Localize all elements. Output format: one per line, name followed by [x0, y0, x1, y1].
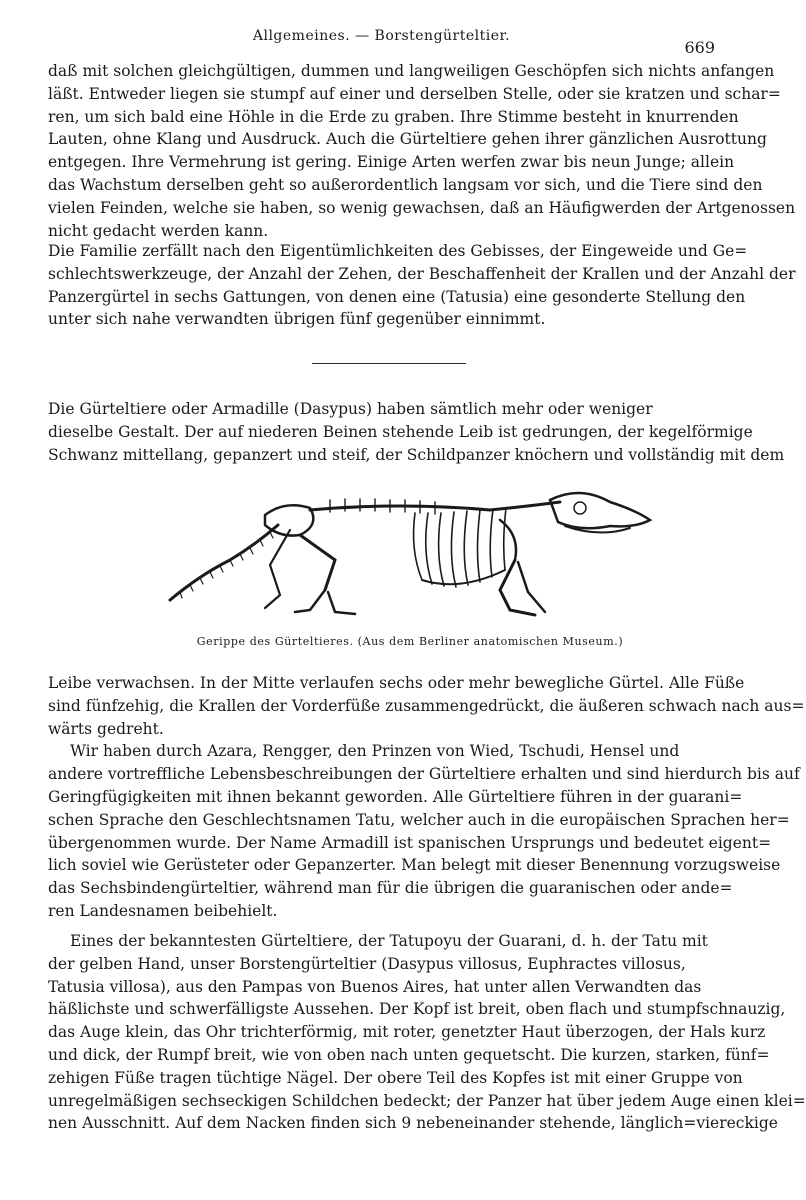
text-line: Wir haben durch Azara, Rengger, den Prinzen von Wied, Tschudi, Hensel und — [70, 742, 680, 761]
text-line: Leibe verwachsen. In der Mitte verlaufen sechs oder mehr bewegliche Gürtel. Alle Füße — [48, 674, 745, 692]
text-line: übergenommen wurde. Der Name Armadill ist spanischen Ursprungs und bedeutet eigent= — [48, 833, 772, 852]
text-line: schen Sprache den Geschlechtsnamen Tatu, welcher auch in die europäischen Sprachen her= — [48, 810, 790, 829]
paragraph-habits — [48, 60, 796, 242]
text-line: entgegen. Ihre Vermehrung ist gering. Einige Arten werfen zwar bis neun Junge; allein — [48, 153, 735, 172]
text-line: andere vortreffliche Lebensbeschreibungen der Gürteltiere erhalten und sind hierdurch bis auf — [48, 765, 800, 784]
text-line: Panzergürtel in sechs Gattungen, von denen eine (Tatusia) eine gesonderte Stellung den — [48, 287, 746, 306]
text-line: vielen Feinden, welche sie haben, so wenig gewachsen, daß an Häufigwerden der Artgenossen — [48, 198, 796, 217]
page-number: 669 — [684, 38, 715, 57]
text-line: zehigen Füße tragen tüchtige Nägel. Der obere Teil des Kopfes ist mit einer Gruppe von — [48, 1068, 743, 1087]
text-line: Lauten, ohne Klang und Ausdruck. Auch die Gürteltiere gehen ihrer gänzlichen Ausrottung — [48, 130, 767, 149]
text-line: Schwanz mittellang, gepanzert und steif, der Schildpanzer knöchern und vollständig mit dem — [48, 445, 785, 464]
skeleton-figure — [160, 480, 660, 660]
text-line: und dick, der Rumpf breit, wie von oben nach unten gequetscht. Die kurzen, starken, fünf= — [48, 1045, 770, 1064]
text-line: ren Landesnamen beibehielt. — [48, 901, 278, 920]
text-line: Die Gürteltiere oder Armadille (Dasypus) haben sämtlich mehr oder weniger — [48, 400, 653, 418]
text-line: läßt. Entweder liegen sie stumpf auf einer und derselben Stelle, oder sie kratzen und schar= — [48, 84, 781, 103]
text-line: Geringfügigkeiten mit ihnen bekannt geworden. Alle Gürteltiere führen in der guarani= — [48, 787, 743, 806]
text-line: der gelben Hand, unser Borstengürteltier (Dasypus villosus, Euphractes villosus, — [48, 954, 686, 973]
text-line: Eines der bekanntesten Gürteltiere, der Tatupoyu der Guarani, d. h. der Tatu mit — [70, 932, 708, 950]
text-line: daß mit solchen gleichgültigen, dummen und langweiligen Geschöpfen sich nichts anfangen — [48, 62, 775, 80]
text-line: unter sich nahe verwandten übrigen fünf gegenüber einnimmt. — [48, 310, 546, 329]
paragraph-description — [48, 672, 805, 923]
text-line: Die Familie zerfällt nach den Eigentümlichkeiten des Gebisses, der Eingeweide und Ge= — [48, 242, 748, 260]
text-line: lich soviel wie Gerüsteter oder Gepanzerter. Man belegt mit dieser Benennung vorzugsweise — [48, 856, 781, 875]
text-line: unregelmäßigen sechseckigen Schildchen bedeckt; der Panzer hat über jedem Auge einen klei= — [48, 1091, 806, 1110]
page-header — [48, 22, 715, 57]
text-line: nen Ausschnitt. Auf dem Nacken finden sich 9 nebeneinander stehende, länglich=viereckige — [48, 1114, 778, 1133]
paragraph-armadillos-intro — [48, 398, 785, 466]
section-divider — [312, 363, 466, 364]
running-head: Allgemeines. — Borstengürteltier. — [252, 28, 511, 44]
text-line: nicht gedacht werden kann. — [48, 221, 269, 240]
text-line: das Auge klein, das Ohr trichterförmig, mit roter, genetzter Haut überzogen, der Hals kurz — [48, 1023, 766, 1042]
text-line: häßlichste und schwerfälligste Aussehen. Der Kopf ist breit, oben flach und stumpfschnauzig, — [48, 1000, 786, 1019]
paragraph-borstenguerteltier — [48, 930, 806, 1135]
text-line: das Sechsbindengürteltier, während man für die übrigen die guaranischen oder ande= — [48, 879, 733, 898]
text-line: dieselbe Gestalt. Der auf niederen Beinen stehende Leib ist gedrungen, der kegelförmige — [48, 422, 753, 441]
text-line: sind fünfzehig, die Krallen der Vorderfüße zusammengedrückt, die äußeren schwach nach aus= — [48, 696, 805, 715]
text-line: schlechtswerkzeuge, der Anzahl der Zehen, der Beschaffenheit der Krallen und der Anzahl der — [48, 264, 796, 283]
figure-caption: Gerippe des Gürteltieres. (Aus dem Berliner anatomischen Museum.) — [196, 635, 624, 648]
text-line: Tatusia villosa), aus den Pampas von Buenos Aires, hat unter allen Verwandten das — [48, 977, 702, 996]
text-line: das Wachstum derselben geht so außerordentlich langsam vor sich, und die Tiere sind den — [48, 175, 763, 194]
paragraph-family — [48, 240, 796, 331]
text-line: ren, um sich bald eine Höhle in die Erde zu graben. Ihre Stimme besteht in knurrenden — [48, 107, 739, 126]
armadillo-skeleton-illustration — [160, 480, 660, 630]
text-line: wärts gedreht. — [48, 719, 164, 738]
